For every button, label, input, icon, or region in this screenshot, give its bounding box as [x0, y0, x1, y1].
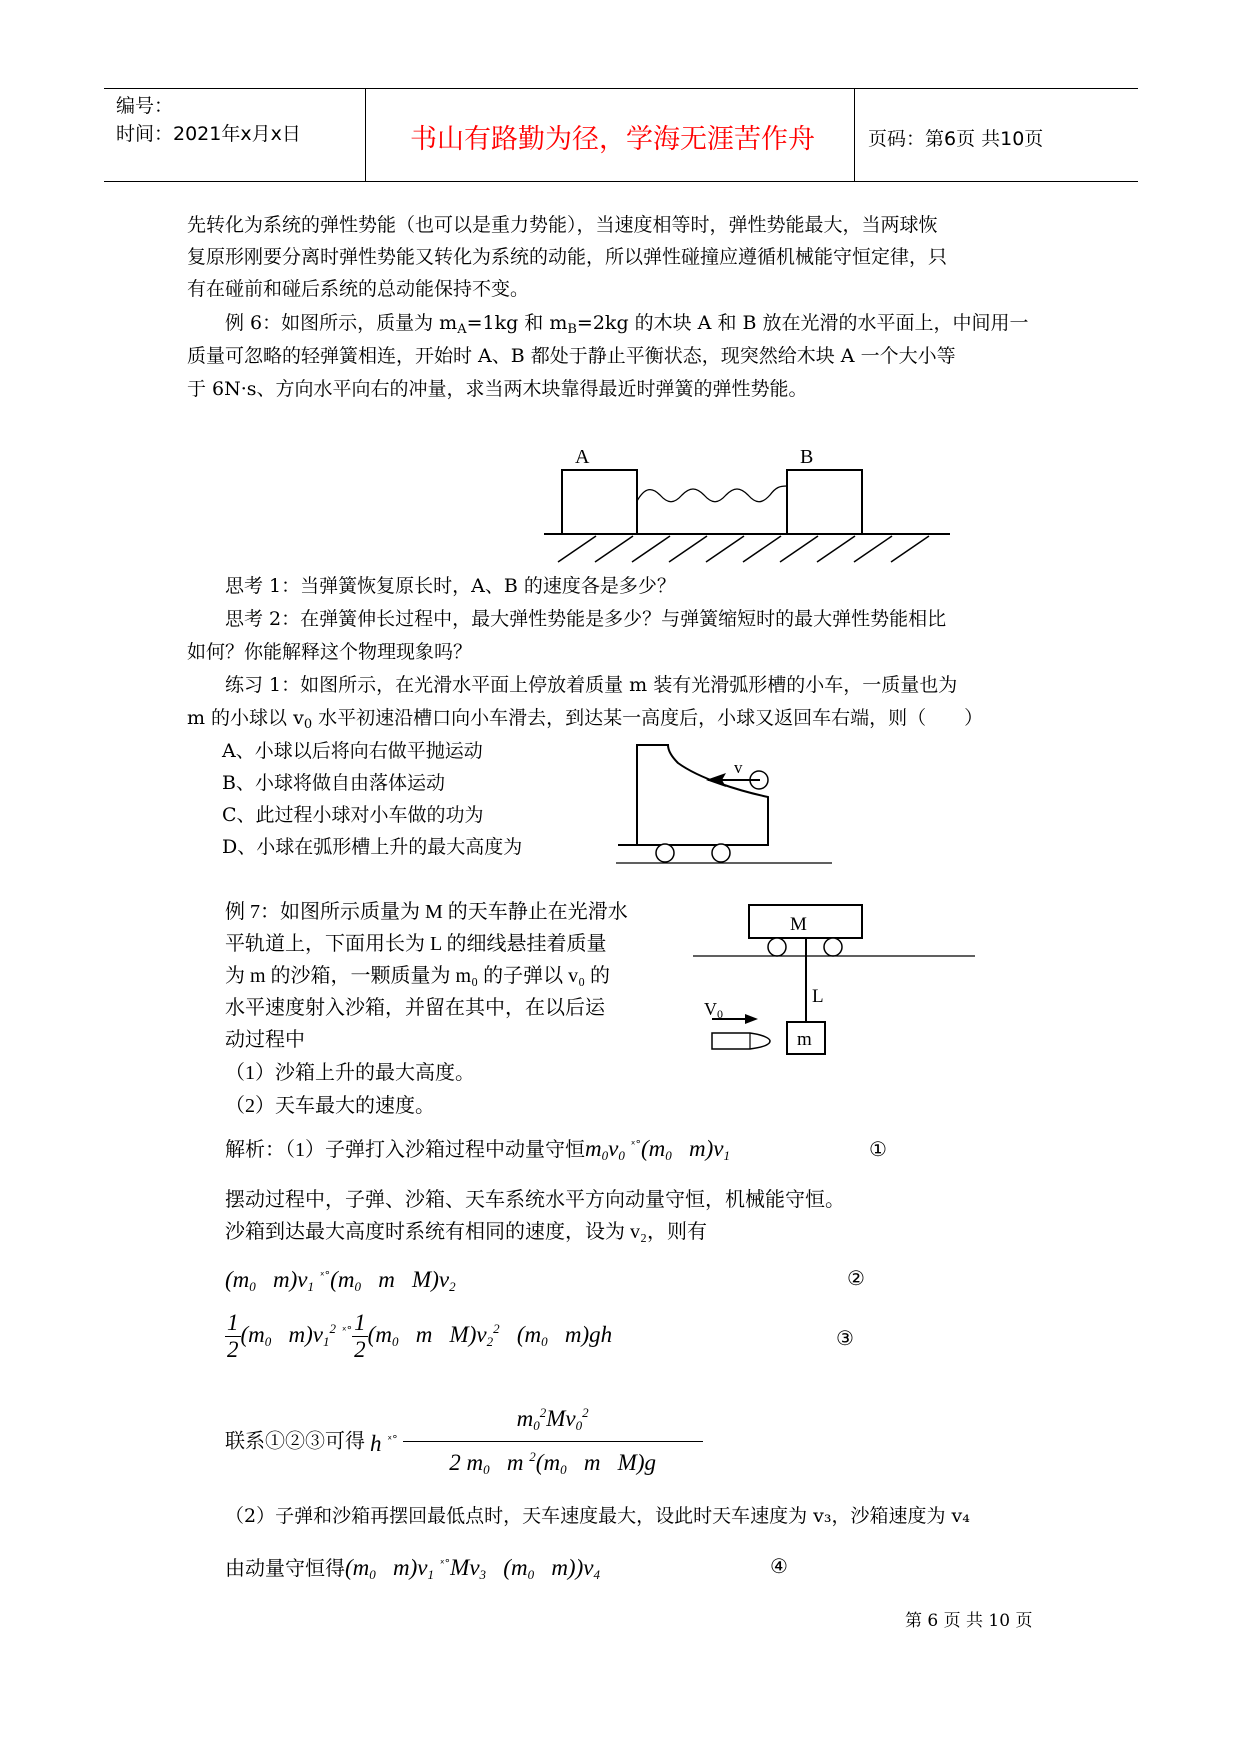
- bullet: [712, 1033, 770, 1049]
- equation-4: ($m_0$ $m)v_1$ $^{ˣ^\circ}Mv_3$ ($m_0$ $m))v_4$: [345, 1555, 600, 1582]
- example7-line-5: 动过程中: [225, 1029, 305, 1051]
- example7-line-4: 水平速度射入沙箱，并留在其中，在以后运: [225, 997, 605, 1019]
- option-c: C、此过程小球对小车做的功为: [222, 804, 484, 826]
- string-label: L: [812, 986, 824, 1007]
- bullet-arrow-head: [745, 1014, 758, 1024]
- velocity-label: v: [734, 758, 743, 777]
- eq-marker-4: ④: [770, 1554, 788, 1578]
- equation-1: $m_0v_0$ $^{ˣ^\circ}(m_0$ $m)v_1$: [585, 1136, 730, 1163]
- solution-line-1: 解析：（1）子弹打入沙箱过程中动量守恒$m_0v_0$ $^{ˣ^\circ}(m_0$ $m)v_1$: [225, 1136, 730, 1163]
- solution-part2-equation: 由动量守恒得($m_0$ $m)v_1$ $^{ˣ^\circ}Mv_3$ ($m_0$ $m))v_4$: [225, 1555, 600, 1582]
- block-b-label: B: [800, 446, 814, 468]
- page-footer: 第 6 页 共 10 页: [905, 1611, 1033, 1631]
- intro-line-2: 复原形刚要分离时弹性势能又转化为系统的动能，所以弹性碰撞应遵循机械能守恒定律，只: [187, 246, 948, 268]
- header-divider-left: [365, 88, 366, 182]
- block-a-label: A: [575, 446, 590, 468]
- example6-line-1: 例 6：如图所示，质量为 $m_A=1kg$ 和 $m_B=2kg$ 的木块 A 和 B 放在光滑的水平面上，中间用一: [225, 312, 1029, 337]
- practice1-line-2: m 的小球以 $v_0$ 水平初速沿槽口向小车滑去，到达某一高度后，小球又返回车右端，则（ ）: [187, 707, 984, 732]
- cart-body: [637, 745, 768, 845]
- think-2-line-2: 如何？你能解释这个物理现象吗？: [187, 641, 473, 663]
- header-top-rule: [104, 88, 1138, 89]
- sandbox-label: m: [797, 1029, 812, 1050]
- eq-marker-3: ③: [836, 1326, 854, 1350]
- eq-marker-1: ①: [869, 1137, 887, 1161]
- block-b: [787, 470, 862, 534]
- example7-question-2: （2）天车最大的速度。: [225, 1095, 435, 1117]
- eq-marker-2: ②: [847, 1266, 865, 1290]
- crane-wheel-left: [768, 938, 786, 956]
- think-1: 思考 1：当弹簧恢复原长时，A、B 的速度各是多少？: [225, 575, 676, 597]
- wheel-left: [656, 844, 674, 862]
- intro-line-1: 先转化为系统的弹性势能（也可以是重力势能），当速度相等时，弹性势能最大，当两球恢: [187, 214, 938, 236]
- crane-wheel-right: [824, 938, 842, 956]
- think-2-line-1: 思考 2：在弹簧伸长过程中，最大弹性势能是多少？与弹簧缩短时的最大弹性势能相比: [225, 608, 947, 630]
- solution-part2-line: （2）子弹和沙箱再摆回最低点时，天车速度最大，设此时天车速度为 v₃，沙箱速度为 v₄: [225, 1505, 970, 1527]
- example7-line-2: 平轨道上，下面用长为 L 的细线悬挂着质量: [225, 933, 607, 955]
- header-meta: [116, 92, 301, 148]
- example6-line-3: 于 6N·s、方向水平向右的冲量，求当两木块靠得最近时弹簧的弹性势能。: [187, 378, 808, 400]
- example6-line-2: 质量可忽略的轻弹簧相连，开始时 A、B 都处于静止平衡状态，现突然给木块 A 一个大小等: [187, 345, 956, 367]
- figure-cart-groove: [600, 735, 840, 875]
- header-motto: 书山有路勤为径，学海无涯苦作舟: [410, 124, 815, 155]
- equation-2: ($m_0$ $m)v_1$ $^{ˣ^\circ}(m_0$ m $M)v_2$: [225, 1267, 456, 1294]
- solution-result: 联系①②③可得 h $^{ˣ^\circ}$ $\frac{m_0^2Mv_0^2}{2 m_0 m ^2(m_0 m M)g}$: [225, 1398, 703, 1485]
- block-a: [562, 470, 637, 534]
- figure-spring-blocks: [540, 440, 960, 570]
- spring: [637, 486, 787, 502]
- bullet-velocity-label: V0: [704, 999, 723, 1021]
- equation-3: $\frac{1}{2}$ ($m_0$ $m)v_1^2$ $^{ˣ^\circ}$ $\frac{1}{2}$ ($m_0$ m $M)v_2^2$ ($m_0$ m)gh: [227, 1310, 613, 1362]
- solution-line-3: 沙箱到达最大高度时系统有相同的速度，设为 v₂，则有: [225, 1221, 707, 1243]
- intro-line-3: 有在碰前和碰后系统的总动能保持不变。: [187, 278, 530, 300]
- date-label: 时间：2021年x月x日: [116, 123, 301, 145]
- solution-line-2: 摆动过程中，子弹、沙箱、天车系统水平方向动量守恒，机械能守恒。: [225, 1189, 845, 1211]
- header-bottom-rule: [104, 181, 1138, 182]
- example7-line-3: 为 m 的沙箱，一颗质量为 m₀ 的子弹以 v₀ 的: [225, 965, 611, 987]
- height-formula: $\frac{m_0^2Mv_0^2}{2 m_0 m ^2(m_0 m M)g}$: [403, 1398, 703, 1485]
- ground-hatching: [558, 536, 929, 562]
- figure-crane-sandbox: [690, 895, 980, 1065]
- example7-line-1: 例 7：如图所示质量为 M 的天车静止在光滑水: [225, 901, 628, 923]
- practice1-line-1: 练习 1：如图所示，在光滑水平面上停放着质量 m 装有光滑弧形槽的小车，一质量也为: [225, 674, 958, 696]
- option-a: A、小球以后将向右做平抛运动: [222, 740, 483, 762]
- option-d: D、小球在弧形槽上升的最大高度为: [222, 836, 523, 858]
- serial-label: 编号：: [116, 95, 174, 117]
- example7-question-1: （1）沙箱上升的最大高度。: [225, 1062, 475, 1084]
- header-page-info: 页码：第6页 共10页: [868, 128, 1044, 150]
- option-b: B、小球将做自由落体运动: [222, 772, 445, 794]
- wheel-right: [712, 844, 730, 862]
- crane-label: M: [790, 914, 807, 935]
